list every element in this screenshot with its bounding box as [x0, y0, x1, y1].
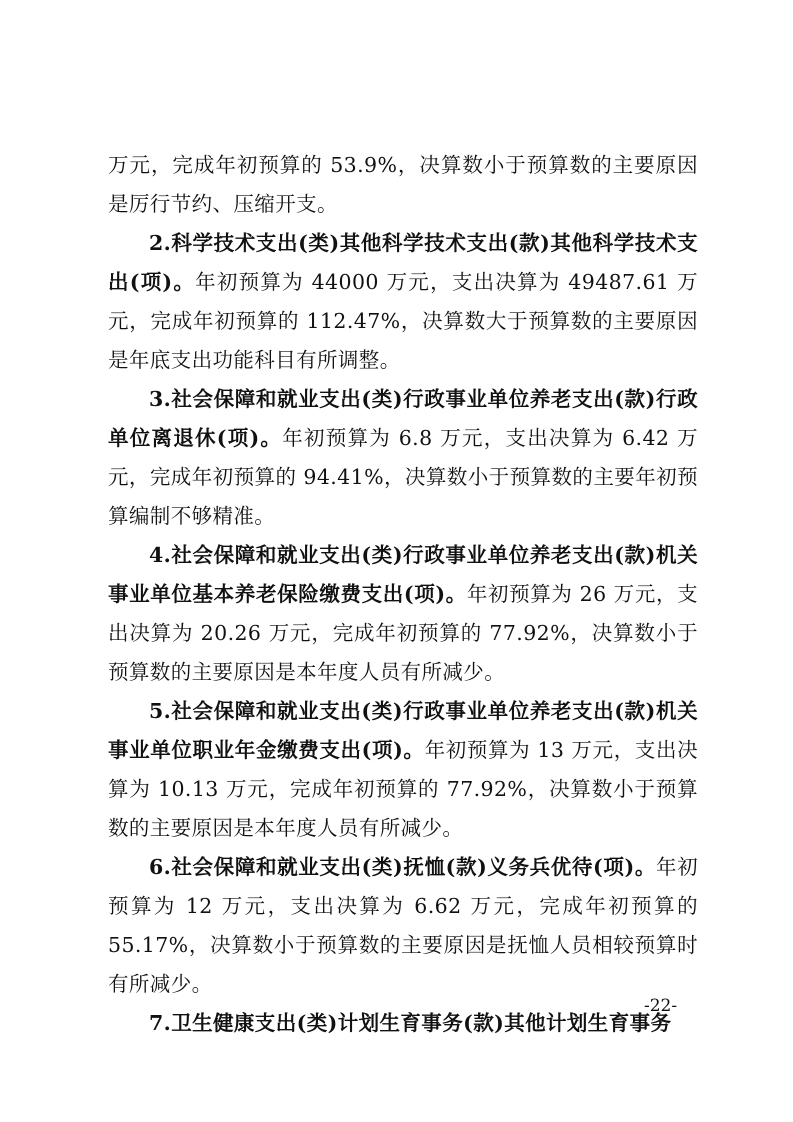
paragraph-heading: 7.卫生健康支出(类)计划生育事务(款)其他计划生育事务 [149, 1011, 672, 1035]
paragraph-text: 万元，完成年初预算的 53.9%，决算数小于预算数的主要原因是厉行节约、压缩开支。 [108, 153, 698, 216]
paragraph-heading: 4.社会保障和就业支出(类)行政事业单位养老支出(款)机关事业单位基本养老保险缴费支出(项)。 [108, 543, 698, 606]
paragraph-text: 年初预算为 44000 万元，支出决算为 49487.61 万元，完成年初预算的 112.47%，决算数大于预算数的主要原因是年底支出功能科目有所调整。 [108, 270, 698, 372]
paragraph-continuation [108, 146, 698, 224]
paragraph-heading: 6.社会保障和就业支出(类)抚恤(款)义务兵优待(项)。 [149, 855, 656, 879]
paragraph-item-6 [108, 848, 698, 1004]
paragraph-item-2 [108, 224, 698, 380]
body-text [108, 146, 698, 1043]
paragraph-text: 年初预算为 12 万元，支出决算为 6.62 万元，完成年初预算的 55.17%，决算数小于预算数的主要原因是抚恤人员相较预算时有所减少。 [108, 855, 698, 996]
paragraph-item-4 [108, 536, 698, 692]
paragraph-heading: 2.科学技术支出(类)其他科学技术支出(款)其他科学技术支出(项)。 [108, 231, 698, 294]
page-number: -22- [644, 996, 678, 1016]
paragraph-heading: 5.社会保障和就业支出(类)行政事业单位养老支出(款)机关事业单位职业年金缴费支出(项)。 [108, 699, 698, 762]
paragraph-item-3 [108, 380, 698, 536]
paragraph-item-5 [108, 692, 698, 848]
paragraph-item-7 [108, 1004, 698, 1043]
paragraph-heading: 3.社会保障和就业支出(类)行政事业单位养老支出(款)行政单位离退休(项)。 [108, 387, 698, 450]
paragraph-text: 年初预算为 13 万元，支出决算为 10.13 万元，完成年初预算的 77.92%，决算数小于预算数的主要原因是本年度人员有所减少。 [108, 738, 698, 840]
paragraph-text: 年初预算为 26 万元，支出决算为 20.26 万元，完成年初预算的 77.92%，决算数小于预算数的主要原因是本年度人员有所减少。 [108, 582, 698, 684]
paragraph-text: 年初预算为 6.8 万元，支出决算为 6.42 万元，完成年初预算的 94.41%，决算数小于预算数的主要年初预算编制不够精准。 [108, 426, 699, 528]
